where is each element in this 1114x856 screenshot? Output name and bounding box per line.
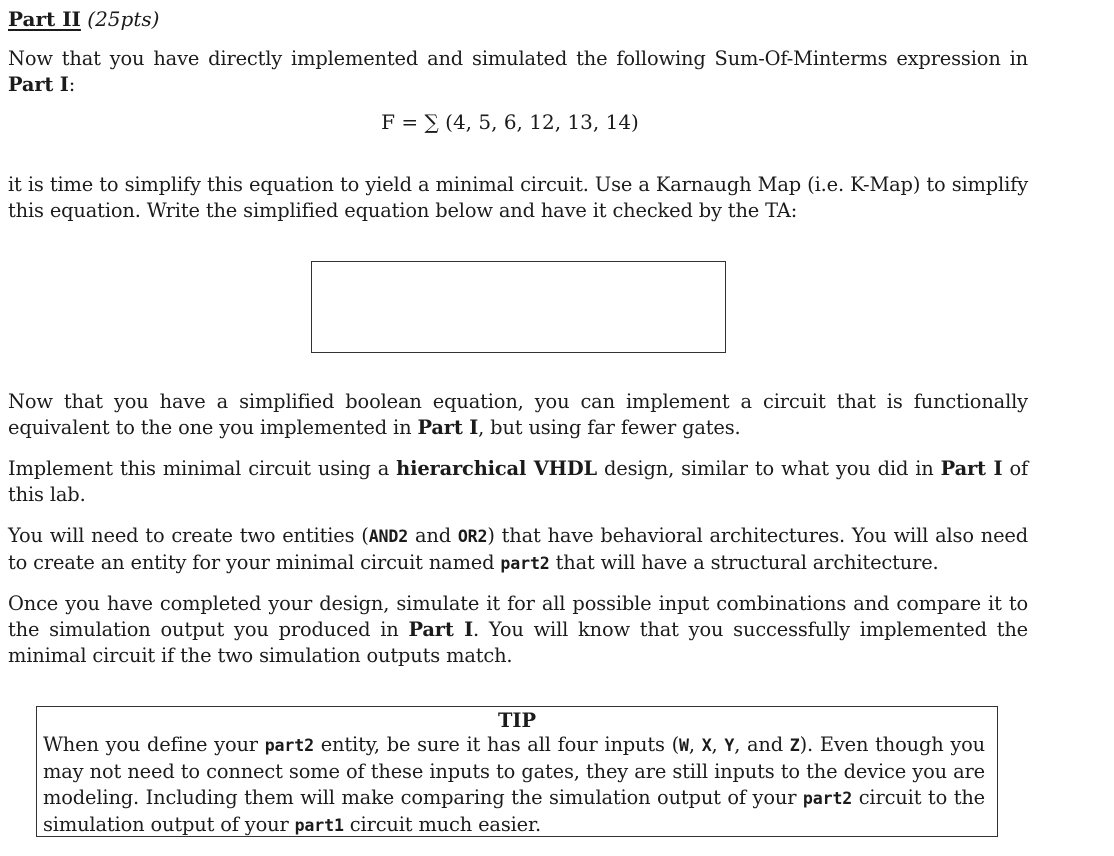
tip-sep: , [711, 733, 725, 756]
entities-paragraph [8, 523, 1028, 577]
intro-text: Now that you have directly implemented and simulated the following Sum-Of-Minterms expression in [8, 47, 1028, 70]
impl-part-ref: Part I [940, 457, 1003, 480]
tip-part2-code: part2 [802, 789, 853, 808]
intro-colon: : [68, 73, 76, 96]
sim-text: Once you have completed your design, simulate it for all possible input combinations and compare it to the simulation output you produced in [8, 592, 1028, 641]
tip-text-mid2: circuit to the simulation output of your [43, 786, 985, 836]
tip-title: TIP [497, 709, 537, 732]
sim-part-ref: Part I [408, 618, 474, 641]
impl-vhdl-ref: hierarchical VHDL [396, 457, 597, 480]
part2-code: part2 [500, 554, 550, 573]
tip-box [36, 706, 998, 837]
impl-text-end: of this lab. [8, 457, 1029, 506]
equiv-part-ref: Part I [417, 416, 479, 439]
tip-sep: , [688, 733, 702, 756]
intro-part-ref: Part I [8, 73, 69, 96]
tip-text-end: circuit much easier. [343, 813, 542, 836]
input-y-code: Y [724, 736, 735, 755]
tip-text [43, 732, 985, 839]
simulation-paragraph [8, 591, 1028, 669]
entities-text-mid: ) that have behavioral architectures. You will also need to create an entity for your minimal circuit named [8, 524, 1028, 574]
or2-code: OR2 [457, 527, 488, 546]
input-w-code: W [679, 736, 689, 755]
minterm-equation: F = ∑ (4, 5, 6, 12, 13, 14) [381, 110, 639, 134]
tip-text-start: When you define your [43, 733, 265, 756]
tip-text-inputs: entity, be sure it has all four inputs ( [313, 733, 680, 756]
sim-text-end: . You will know that you successfully implemented the minimal circuit if the two simulation outputs match. [8, 618, 1029, 667]
and2-code: AND2 [368, 527, 409, 546]
equiv-text: Now that you have a simplified boolean equation, you can implement a circuit that is functionally equivalent to the one you implemented in [8, 390, 1028, 439]
impl-text: Implement this minimal circuit using a [8, 457, 397, 480]
entities-and: and [408, 524, 458, 547]
implementation-paragraph [8, 456, 1028, 508]
input-x-code: X [701, 736, 712, 755]
tip-part2-code: part2 [264, 736, 314, 755]
intro-paragraph [8, 46, 1028, 98]
input-z-code: Z [789, 736, 800, 755]
impl-text-mid: design, similar to what you did in [597, 457, 941, 480]
tip-part1-code: part1 [294, 816, 344, 835]
part-title: Part II [8, 7, 81, 31]
simplify-paragraph: it is time to simplify this equation to yield a minimal circuit. Use a Karnaugh Map (i.e. K-Map) to simplify this equation. Write the simplified equation below and have it checked by the TA: [8, 173, 1028, 222]
section-heading [8, 6, 159, 32]
entities-text: You will need to create two entities ( [8, 524, 369, 547]
entities-text-end: that will have a structural architecture. [549, 551, 939, 574]
points-label: (25pts) [87, 7, 160, 31]
tip-sep: , and [734, 733, 790, 756]
answer-box[interactable] [311, 261, 726, 353]
tip-text-mid: ). Even though you may not need to connect some of these inputs to gates, they are still inputs to the device you are modeling. Including them will make comparing the simulation output of your [43, 733, 986, 809]
equivalence-paragraph [8, 389, 1028, 441]
equiv-text-end: , but using far fewer gates. [478, 416, 741, 439]
